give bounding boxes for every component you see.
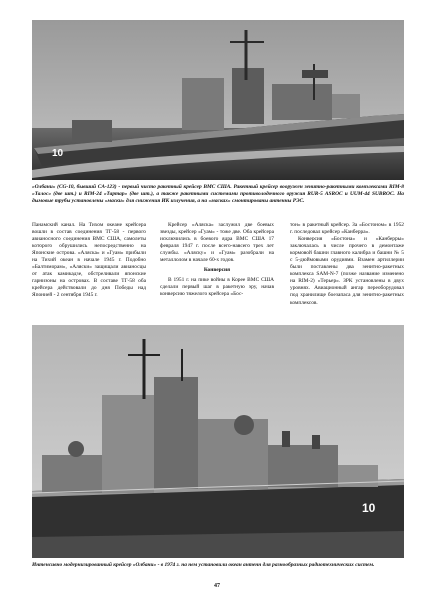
hull-number-label: 10 <box>52 148 64 159</box>
column-2-paragraph-1: Крейсер «Аляска» заслужил две боевых звезды, крейсер «Гуам» - тоже две. Оба крейсера исключились в боевого ядра ВМС США 17 февраля 1947 г. после всего-навсего трех лет службы. «Аляску» и «Гуам» разобрали на металлолом в начале 60-х годов. <box>160 222 274 264</box>
caption-top: «Олбани» (CG-10, бывший CA-123) - первый чисто ракетный крейсер ВМС США. Ракетный крейсер вооружен зенитно-ракетными комплексами RIM-8 «Талос» (две шт.) и RIM-24 «Тартар» (две шт.), а также ракетными системами противолодочного оружия RUR-5 ASROC и UUM-44 SUBROC. На дымовые трубы установлены «маски» для снижения ИК излучения, а на «масках» смонтированы антенны РЭС. <box>32 184 404 205</box>
caption-bottom: Интенсивно модернизированный крейсер «Олбани» - в 1974 г. на нем установили океан антенн для разнообразных радиотехнических систем. <box>32 562 375 568</box>
photo-cruiser-albany-at-sea <box>32 20 404 180</box>
column-2-paragraph-2: В 1951 г. на пике войны в Корее ВМС США сделали первый шаг в ракетную эру, начав конверсию тяжелого крейсера «Бос- <box>160 277 274 298</box>
text-column-2 <box>160 222 274 298</box>
column-1-paragraph: Панамский канал. На Тихом океане крейсера вошли в состав соединения ТГ-58 - первого авианосного соединения ВМС США, самолеты которого обрушились непосредственно на Японские острова. «Аляска» и «Гуам» прибыли на Тихий океан в начале 1945 г. Подобно «Балтиморам», «Аляски» защищали авианосцы от атак камикадзе, обстреливали японские гарнизоны на островах. В составе ТГ-58 оба крейсера действовали до дня Победы над Японией - 2 сентября 1945 г. <box>32 222 146 299</box>
text-column-1 <box>32 222 146 300</box>
ship-photo-illustration <box>32 20 404 180</box>
column-3-paragraph-2: Конверсия «Бостона» и «Канберры» заключалась в числе прочего в демонтаже кормовой башни главного калибра и башни № 5 с 5-дюймовыми орудиями. Взамен артиллерии были поставлены два зенитно-ракетных комплекса SAM-N-7 (позже название изменено на RIM-2) «Терьер». ЗРК установлены в двух уровнях. Авиационный ангар переоборудовал под хранилище боезапаса для зенитно-ракетных комплексов. <box>290 236 404 306</box>
photo-cruiser-albany-modernized <box>32 325 404 558</box>
hull-number-label: 10 <box>362 501 376 515</box>
text-column-3 <box>290 222 404 307</box>
page-number: 47 <box>214 583 220 589</box>
ship-photo-illustration <box>32 325 404 558</box>
column-3-paragraph-1: тон» в ракетный крейсер. За «Бостоном» в 1952 г. последовал крейсер «Канберра». <box>290 222 404 236</box>
section-heading-conversion: Конверсия <box>203 267 231 274</box>
